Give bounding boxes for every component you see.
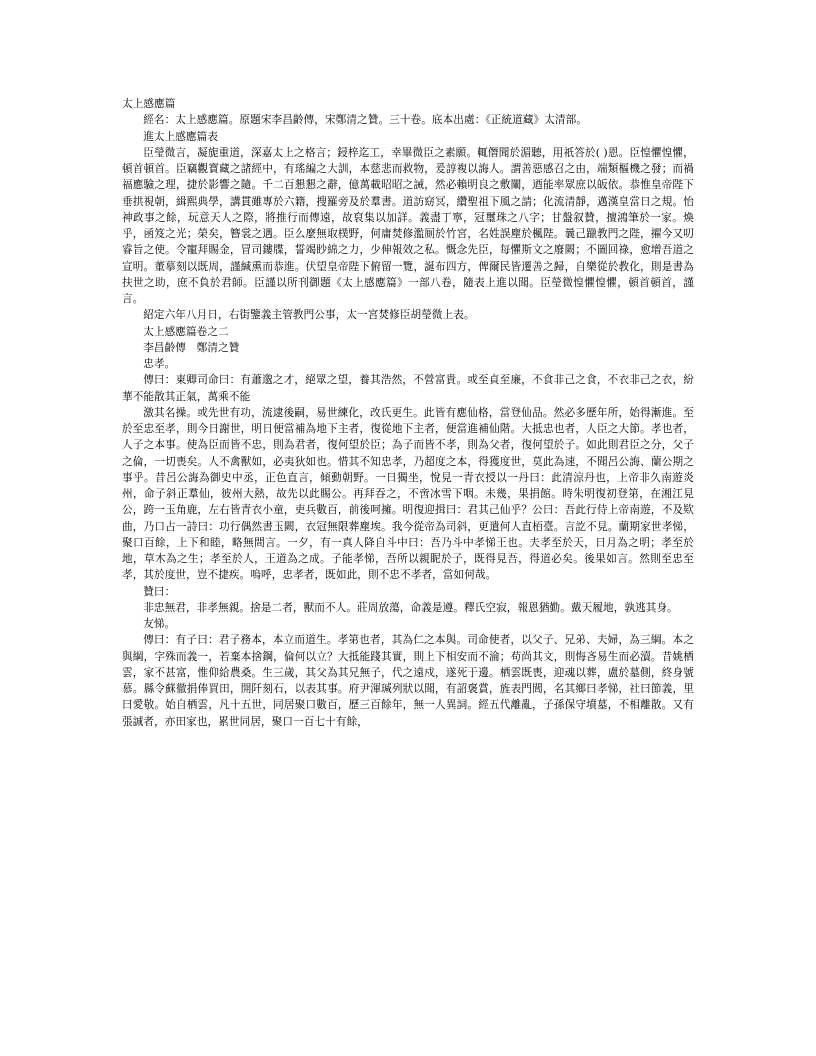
paragraph-colophon: 經名：太上感應篇。原題宋李昌齡傳，宋鄭清之贊。三十卷。底本出處：《正統道藏》太清部。 [143, 114, 588, 127]
document-body [122, 96, 694, 730]
paragraph-authors: 李昌齡傳 鄭清之贊 [143, 341, 240, 354]
heading-section-zhongxiao: 忠孝。 [143, 358, 176, 370]
heading-memorial: 進太上感應篇表 [143, 130, 219, 143]
paragraph-youti-chuan: 傳曰：有子曰：君子務本，本立而道生。孝第也者，其為仁之本與。司命使者，以父子、兄弟、夫婦，為三綱。本之與綱，字殊而義一，若棄本捨鋼，倫何以立？大抵能踐其實，則上下相安而不淪；苟尚其文，則悔吝易生而必瀆。昔姚栖雲，家不甚富，惟仰給農桑。生三歲，其父為其兄無子，代之遠戍，遂死于邊。栖雲既喪，迎魂以葬，盧於墓側，終身號慕。縣令蘇徹捐俸買田，開阡刻石，以表其事。府尹渾瑊列狀以聞，有詔褒賞，旌表門閭，名其鄉曰孝悌，社曰節義，里曰愛敬。始自栖雲，凡十五世，同居聚口數百，歷三百餘年，無一人異詞。經五代離亂，子孫保守墳墓，不相離散。又有張誠者，亦田家也，累世同居，聚口一百七十有餘， [122, 634, 694, 728]
heading-section-youti: 友悌。 [143, 618, 176, 630]
paragraph-zhongxiao-chuan-1: 傳曰：東卿司命曰：有蕭邈之才，絕眾之望，養其浩然，不營富貴。或至貞至廉，不食非己之食，不衣非己之衣，紛華不能散其正氣，萬乘不能 [122, 374, 694, 403]
paragraph-zan-body: 非忠無君，非孝無親。捨是二者，獸而不人。莊周放蕩，命義是遵。釋氏空寂，報恩猶勤。戴天履地，孰逃其身。 [143, 601, 678, 614]
paragraph-memorial-body: 臣瑩微言，凝旎重道，深嘉太上之格言；鋟梓迄工，幸畢微臣之素願。輒僭聞於湄聽，用祇答於( )恩。臣惶懼惶懼，頓首頓首。臣竊觀寳藏之諸經中，有瑤編之大訓，本慈悲而救物，爰諄複以誨人。謂善惡感召之由，端類樞機之發；而禍福應驗之理，捷於影響之隨。千二百懇懇之辭，億萬載昭昭之誡，然必賴明良之敷闡，迺能率眾庶以皈依。恭惟皇帝陛下垂拱視朝，緝熙典學，講貫雖專於六籍，搜羅旁及於羣書。道訪窈冥，纘聖祖下風之請；化流清靜，邁漢皇當日之規。怡神政事之餘，玩意天人之際，將推行而傳遠，故裒集以加詳。義盡丁寧，冠璽珠之八字；甘盤叙贊，擅鴻筆於一家。煥乎，函笈之光；榮矣，簪裳之遇。臣么麼無取樸野，何庸焚修濫厠於竹宮，名姓誤塵於楓陛。曩己躐教門之陛，擢今又叨睿旨之使。令寵拜賜金，冒司鏤牒，誓竭眇綿之力，少伸報效之私。慨念先臣，每懼斯文之廢闕；不圖回祿，愈增吾道之宣明。董摹刻以既周，謹緘熏而恭進。伏望皇帝陛下俯留一覽，誕布四方，俾爾民皆遷善之歸，自樂從於教化，則是書為扶世之助，庶不負於君師。臣謹以所刊御題《太上感應篇》一部八卷，隨表上進以聞。臣瑩微惶懼惶懼，頓首頓首，謹言。 [122, 146, 694, 305]
heading-juan: 太上感應篇卷之二 [143, 325, 229, 338]
paragraph-zhongxiao-chuan-2: 激其名操。或先世有功，流逮後嗣，易世練化，改氏更生。此皆有應仙格，當登仙品。然必多歷年所，始得漸進。至於至忠至孝，則今日謝世，明日便當補為地下主者，復從地下主者，便當進補仙階。大抵忠也者，人臣之大節。孝也者，人子之本事。使為臣而皆不忠，則為君者，復何望於臣；為子而皆不孝，則為父者，復何望於子。如此則君臣之分，父子之倫，一切喪矣。人不禽獸如，必夷狄如也。惜其不知忠孝，乃超度之本，得獲度世，莫此為速，不聞呂公誨、蘭公期之事乎。昔呂公誨為御史中丞，正色直言，傾動朝野。一日獨坐，悅見一青衣授以一丹曰：此清涼丹也，上帝非久南遊炎州，命子斜正羣仙，彼州大熱，故先以此賜公。再拜吞之，不啻冰雪下咽。未幾，果捐館。時朱明復初登第，在湘江見公，跨一玉角鹿，左右皆青衣小童，吏兵數百，前後呵擁。明復迎揖曰：君其己仙乎？公曰：吾此行侍上帝南遊，不及欵曲，乃口占一詩曰：功行偶然書玉闕，衣冠無限葬塵埃。我今從帝為司斜，更遣何人直栢臺。言訖不見。蘭期家世孝悌，聚口百餘，上下和睦，略無間言。一夕，有一真人降自斗中曰：吾乃斗中孝悌王也。夫孝至於天，日月為之明；孝至於地，草木為之生；孝至於人，王道為之成。子能孝悌，吾所以親眤於子，既得見吾，得道必矣。後果如言。然則至忠至孝，其於度世，豈不捷疾。嗚呼，忠孝者，既如此，則不忠不孝者，當如何哉。 [122, 406, 694, 582]
heading-zan: 贊曰： [143, 585, 176, 598]
document-title: 太上感應篇 [122, 98, 176, 110]
paragraph-memorial-signature: 紹定六年八月日，右街鑒義主管教門公事，太一宮焚修臣胡瑩微上表。 [143, 309, 475, 322]
